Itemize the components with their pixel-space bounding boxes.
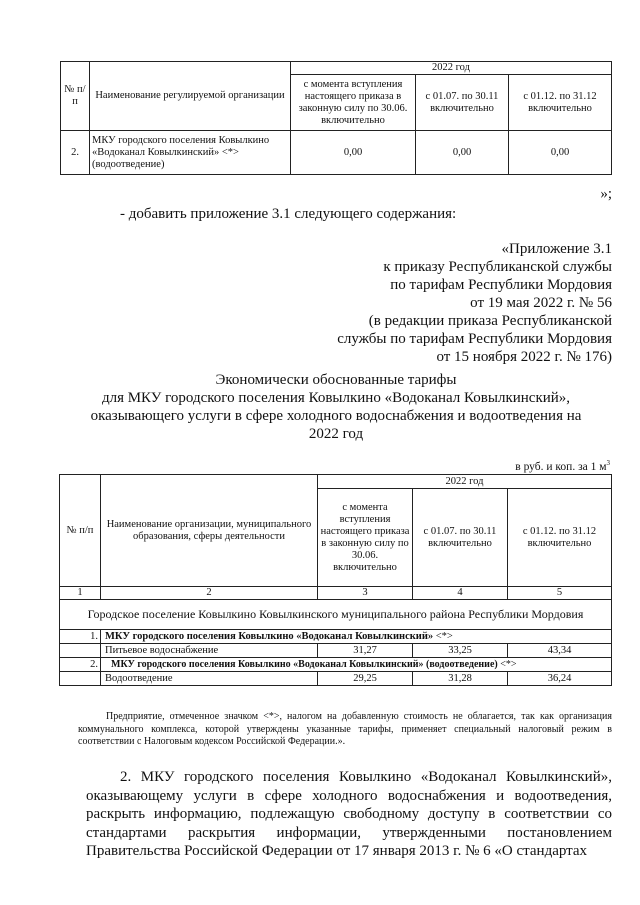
org-mark: <*> bbox=[433, 630, 453, 642]
period-header-2: с 01.07. по 30.11 включительно bbox=[416, 75, 509, 131]
table-row bbox=[60, 658, 612, 672]
table-row bbox=[60, 672, 612, 686]
org-name bbox=[101, 630, 612, 644]
org-name-text: МКУ городского поселения Ковылкино «Водоканал Ковылкинский» (водоотведение) bbox=[111, 658, 498, 670]
row-name: МКУ городского поселения Ковылкино «Водоканал Ковылкинский» <*> (водоотведение) bbox=[90, 131, 291, 175]
row-num: 2. bbox=[61, 131, 90, 175]
tariffs-title bbox=[60, 371, 612, 443]
appendix-line: по тарифам Республики Мордовия bbox=[390, 277, 612, 293]
org-num: 1. bbox=[60, 630, 101, 644]
service-value-1: 29,25 bbox=[318, 672, 413, 686]
title-line: Экономически обоснованные тарифы bbox=[215, 372, 457, 388]
region-row bbox=[60, 600, 612, 630]
org-num: 2. bbox=[60, 658, 101, 672]
table-row bbox=[60, 644, 612, 658]
closing-quote: »; bbox=[600, 186, 612, 202]
empty-cell bbox=[60, 672, 101, 686]
appendix-line: (в редакции приказа Республиканской bbox=[368, 313, 612, 329]
units-note bbox=[515, 459, 610, 473]
col-name-header: Наименование регулируемой организации bbox=[90, 62, 291, 131]
col-number: 3 bbox=[318, 587, 413, 600]
row-value-2: 0,00 bbox=[416, 131, 509, 175]
col-number: 2 bbox=[101, 587, 318, 600]
appendix-line: службы по тарифам Республики Мордовия bbox=[337, 331, 612, 347]
org-mark: <*> bbox=[497, 658, 517, 670]
tariff-table-1 bbox=[60, 61, 612, 175]
appendix-line: «Приложение 3.1 bbox=[501, 241, 612, 257]
column-numbers-row bbox=[60, 587, 612, 600]
col-num-header: № п/п bbox=[60, 475, 101, 587]
vat-note: Предприятие, отмеченное значком <*>, налогом на добавленную стоимость не облагается, так как организация коммунального комплекса, которой утверждены указанные тарифы, применяет специальный налоговый режим в соответствии с Налоговым кодексом Российской Федерации.». bbox=[78, 711, 612, 747]
period-header-1: с момента вступления настоящего приказа в законную силу по 30.06. включительно bbox=[318, 489, 413, 587]
col-num-header: № п/ п bbox=[61, 62, 90, 131]
period-header-3: с 01.12. по 31.12 включительно bbox=[509, 75, 612, 131]
period-header-1: с момента вступления настоящего приказа в законную силу по 30.06. включительно bbox=[291, 75, 416, 131]
col-number: 4 bbox=[413, 587, 508, 600]
service-name: Водоотведение bbox=[101, 672, 318, 686]
appendix-header bbox=[337, 240, 612, 366]
units-text: в руб. и коп. за 1 м bbox=[515, 460, 607, 473]
period-header-2: с 01.07. по 30.11 включительно bbox=[413, 489, 508, 587]
appendix-line: к приказу Республиканской службы bbox=[383, 259, 612, 275]
units-sup: 3 bbox=[606, 459, 610, 467]
add-appendix-text: - добавить приложение 3.1 следующего содержания: bbox=[120, 206, 457, 222]
col-number: 1 bbox=[60, 587, 101, 600]
table-row bbox=[60, 630, 612, 644]
service-value-1: 31,27 bbox=[318, 644, 413, 658]
tariff-table-2 bbox=[59, 474, 612, 686]
service-value-3: 43,34 bbox=[508, 644, 612, 658]
row-value-1: 0,00 bbox=[291, 131, 416, 175]
appendix-line: от 15 ноября 2022 г. № 176) bbox=[436, 349, 612, 365]
col-number: 5 bbox=[508, 587, 612, 600]
year-header: 2022 год bbox=[318, 475, 612, 489]
org-name bbox=[101, 658, 612, 672]
title-line: для МКУ городского поселения Ковылкино «Водоканал Ковылкинский», bbox=[101, 390, 571, 406]
appendix-line: от 19 мая 2022 г. № 56 bbox=[470, 295, 612, 311]
service-value-2: 31,28 bbox=[413, 672, 508, 686]
table-row bbox=[61, 131, 612, 175]
title-line: оказывающего услуги в сфере холодного водоснабжения и водоотведения на bbox=[90, 408, 582, 424]
service-value-2: 33,25 bbox=[413, 644, 508, 658]
empty-cell bbox=[60, 644, 101, 658]
row-value-3: 0,00 bbox=[509, 131, 612, 175]
col-name-header: Наименование организации, муниципального образования, сферы деятельности bbox=[101, 475, 318, 587]
title-line: 2022 год bbox=[308, 426, 364, 442]
org-name-text: МКУ городского поселения Ковылкино «Водоканал Ковылкинский» bbox=[105, 630, 434, 642]
period-header-3: с 01.12. по 31.12 включительно bbox=[508, 489, 612, 587]
region-name: Городское поселение Ковылкино Ковылкинского муниципального района Республики Мордовия bbox=[60, 600, 612, 630]
service-name: Питьевое водоснабжение bbox=[101, 644, 318, 658]
service-value-3: 36,24 bbox=[508, 672, 612, 686]
paragraph-2: 2. МКУ городского поселения Ковылкино «Водоканал Ковылкинский», оказывающему услуги в сфере холодного водоснабжения и водоотведения, раскрыть информацию, подлежащую свободному доступу в соответствии со стандартами раскрытия информации, утвержденными постановлением Правительства Российской Федерации от 17 января 2013 г. № 6 «О стандартах bbox=[86, 769, 612, 859]
year-header: 2022 год bbox=[291, 62, 612, 75]
